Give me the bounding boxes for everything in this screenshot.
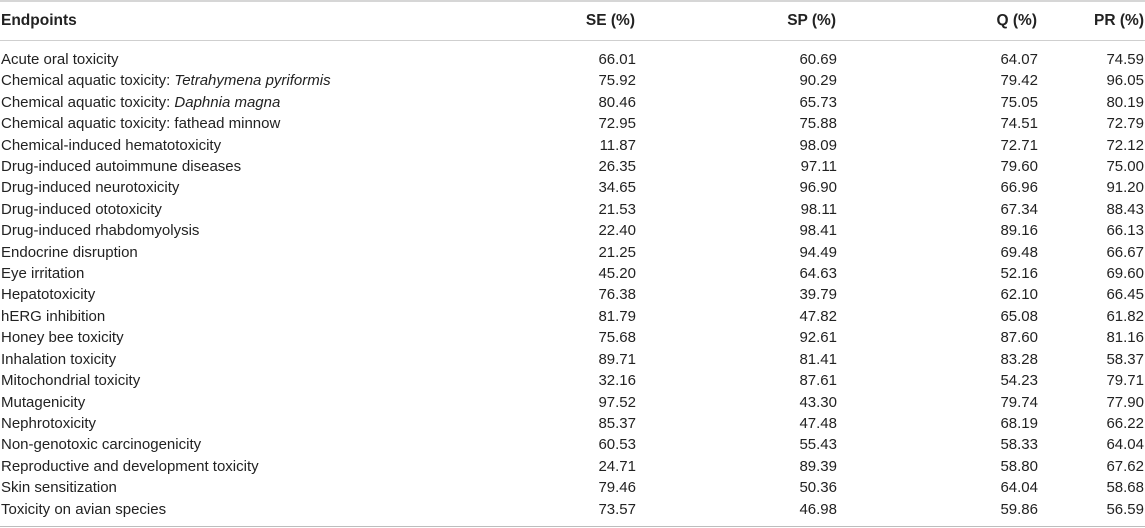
table-row (0, 156, 1145, 177)
cell-sp: 65.73 (799, 93, 837, 111)
cell-sp: 97.11 (800, 158, 837, 176)
cell-se: 79.46 (598, 479, 636, 497)
cell-q: 87.60 (1000, 329, 1038, 347)
cell-se: 60.53 (598, 436, 636, 454)
table-row (0, 392, 1145, 413)
header-sp: SP (%) (636, 1, 837, 41)
cell-pr: 72.12 (1106, 136, 1144, 154)
endpoint-name (0, 413, 430, 434)
table-row (0, 477, 1145, 498)
cell-q: 72.71 (1000, 136, 1038, 154)
endpoint-name (0, 477, 430, 498)
cell-se: 34.65 (598, 179, 636, 197)
cell-se: 89.71 (598, 350, 636, 368)
cell-se: 66.01 (598, 51, 636, 68)
endpoint-species: Daphnia magna (174, 93, 281, 111)
table-body (0, 41, 1145, 520)
endpoint-label: Hepatotoxicity (1, 286, 96, 304)
endpoint-label: Drug-induced rhabdomyolysis (1, 222, 200, 240)
table-row (0, 434, 1145, 455)
cell-q: 62.10 (1000, 286, 1038, 304)
cell-q: 74.51 (1000, 115, 1038, 133)
cell-sp: 47.48 (799, 414, 837, 432)
endpoint-label: Toxicity on avian species (1, 500, 167, 518)
table-row (0, 135, 1145, 156)
cell-sp: 81.41 (799, 350, 837, 368)
endpoint-name (0, 306, 430, 327)
cell-sp: 92.61 (799, 329, 837, 347)
cell-se: 80.46 (598, 93, 636, 111)
cell-pr: 64.04 (1106, 436, 1144, 454)
cell-q: 65.08 (1000, 307, 1038, 325)
cell-sp: 98.09 (799, 136, 837, 154)
table-row (0, 49, 1145, 70)
table-row (0, 456, 1145, 477)
table-row (0, 327, 1145, 348)
cell-pr: 66.45 (1106, 286, 1144, 304)
cell-q: 83.28 (1000, 350, 1038, 368)
header-se: SE (%) (430, 1, 636, 41)
endpoint-label: Chemical aquatic toxicity: (1, 72, 175, 90)
cell-se: 21.25 (598, 243, 636, 261)
cell-q: 67.34 (1000, 200, 1038, 218)
cell-q: 68.19 (1000, 414, 1038, 432)
cell-pr: 91.20 (1106, 179, 1144, 197)
cell-pr: 67.62 (1106, 457, 1144, 475)
header-row (0, 1, 1145, 41)
footer-rule (0, 520, 1145, 527)
header-endpoints: Endpoints (0, 1, 430, 41)
cell-se: 73.57 (598, 500, 636, 518)
cell-sp: 89.39 (799, 457, 837, 475)
endpoint-label: Mutagenicity (1, 393, 86, 411)
cell-sp: 94.49 (799, 243, 837, 261)
cell-se: 45.20 (598, 265, 636, 283)
endpoint-species: Tetrahymena pyriformis (174, 72, 331, 90)
endpoint-name (0, 113, 430, 134)
cell-pr: 96.05 (1106, 72, 1144, 90)
header-pr: PR (%) (1038, 1, 1145, 41)
endpoint-label: Chemical-induced hematotoxicity (1, 136, 222, 154)
cell-pr: 80.19 (1106, 93, 1144, 111)
cell-se: 32.16 (598, 372, 636, 390)
endpoint-label: Eye irritation (1, 265, 85, 283)
cell-q: 64.04 (1000, 479, 1038, 497)
cell-se: 97.52 (598, 393, 636, 411)
cell-sp: 43.30 (799, 393, 837, 411)
endpoint-name (0, 349, 430, 370)
table-row (0, 306, 1145, 327)
cell-se: 75.92 (598, 72, 636, 90)
cell-pr: 88.43 (1106, 200, 1144, 218)
endpoint-name (0, 177, 430, 198)
cell-q: 79.60 (1000, 158, 1038, 176)
endpoint-name (0, 392, 430, 413)
endpoint-label: Chemical aquatic toxicity: (1, 93, 175, 111)
cell-q: 64.07 (1000, 51, 1038, 68)
table-row (0, 349, 1145, 370)
endpoint-name (0, 70, 430, 91)
endpoint-name (0, 92, 430, 113)
cell-sp: 55.43 (799, 436, 837, 454)
cell-q: 58.80 (1000, 457, 1038, 475)
cell-pr: 79.71 (1106, 372, 1144, 390)
cell-q: 66.96 (1000, 179, 1038, 197)
cell-pr: 74.59 (1106, 51, 1144, 68)
endpoint-name (0, 220, 430, 241)
cell-se: 11.87 (599, 136, 636, 154)
cell-sp: 47.82 (799, 307, 837, 325)
cell-q: 89.16 (1000, 222, 1038, 240)
spacer-row (0, 41, 1145, 50)
table-row (0, 242, 1145, 263)
cell-pr: 56.59 (1106, 500, 1144, 518)
cell-se: 24.71 (598, 457, 636, 475)
cell-q: 75.05 (1000, 93, 1038, 111)
cell-se: 72.95 (598, 115, 636, 133)
endpoint-label: Drug-induced autoimmune diseases (1, 158, 242, 176)
endpoint-label: hERG inhibition (1, 307, 106, 325)
table-row (0, 284, 1145, 305)
table-row (0, 263, 1145, 284)
cell-pr: 69.60 (1106, 265, 1144, 283)
cell-pr: 72.79 (1106, 115, 1144, 133)
endpoint-name (0, 499, 430, 520)
cell-se: 76.38 (598, 286, 636, 304)
endpoint-label: Inhalation toxicity (1, 350, 117, 368)
endpoint-label: Nephrotoxicity (1, 414, 97, 432)
cell-sp: 98.41 (799, 222, 837, 240)
cell-q: 79.42 (1000, 72, 1038, 90)
endpoint-label: Acute oral toxicity (1, 51, 119, 68)
cell-se: 22.40 (598, 222, 636, 240)
cell-q: 79.74 (1000, 393, 1038, 411)
cell-se: 75.68 (598, 329, 636, 347)
endpoint-name (0, 370, 430, 391)
table-row (0, 70, 1145, 91)
cell-pr: 75.00 (1106, 158, 1144, 176)
cell-sp: 60.69 (799, 51, 837, 68)
cell-sp: 90.29 (799, 72, 837, 90)
cell-q: 58.33 (1000, 436, 1038, 454)
endpoint-name (0, 284, 430, 305)
table-row (0, 177, 1145, 198)
endpoint-label: Drug-induced neurotoxicity (1, 179, 180, 197)
endpoint-name (0, 156, 430, 177)
cell-pr: 81.16 (1106, 329, 1144, 347)
cell-pr: 61.82 (1106, 307, 1144, 325)
endpoint-name (0, 327, 430, 348)
endpoint-label: Reproductive and development toxicity (1, 457, 259, 475)
cell-pr: 66.67 (1106, 243, 1144, 261)
endpoint-label: Drug-induced ototoxicity (1, 200, 162, 218)
cell-q: 52.16 (1000, 265, 1038, 283)
table-row (0, 113, 1145, 134)
cell-sp: 46.98 (799, 500, 837, 518)
endpoint-name (0, 242, 430, 263)
cell-pr: 58.37 (1106, 350, 1144, 368)
table-row (0, 370, 1145, 391)
cell-sp: 96.90 (799, 179, 837, 197)
cell-pr: 58.68 (1106, 479, 1144, 497)
cell-sp: 50.36 (799, 479, 837, 497)
endpoint-name (0, 135, 430, 156)
cell-q: 59.86 (1000, 500, 1038, 518)
cell-sp: 75.88 (799, 115, 837, 133)
cell-pr: 66.22 (1106, 414, 1144, 432)
cell-se: 85.37 (598, 414, 636, 432)
cell-pr: 66.13 (1106, 222, 1144, 240)
endpoint-name (0, 49, 430, 70)
endpoint-label: Honey bee toxicity (1, 329, 124, 347)
endpoint-name (0, 199, 430, 220)
endpoint-name (0, 434, 430, 455)
cell-q: 54.23 (1000, 372, 1038, 390)
cell-sp: 39.79 (799, 286, 837, 304)
cell-q: 69.48 (1000, 243, 1038, 261)
cell-sp: 64.63 (799, 265, 837, 283)
endpoint-label: Chemical aquatic toxicity: fathead minnow (1, 115, 281, 133)
cell-se: 21.53 (598, 200, 636, 218)
table-row (0, 92, 1145, 113)
endpoint-label: Non-genotoxic carcinogenicity (1, 436, 202, 454)
header-q: Q (%) (837, 1, 1038, 41)
table-row (0, 220, 1145, 241)
cell-se: 26.35 (598, 158, 636, 176)
table-row (0, 413, 1145, 434)
table-row (0, 199, 1145, 220)
table-row (0, 499, 1145, 520)
endpoint-label: Mitochondrial toxicity (1, 372, 141, 390)
endpoint-name (0, 263, 430, 284)
endpoint-label: Endocrine disruption (1, 243, 138, 261)
endpoint-name (0, 456, 430, 477)
cell-pr: 77.90 (1106, 393, 1144, 411)
cell-sp: 87.61 (799, 372, 837, 390)
cell-sp: 98.11 (800, 200, 837, 218)
cell-se: 81.79 (598, 307, 636, 325)
endpoint-label: Skin sensitization (1, 479, 117, 497)
